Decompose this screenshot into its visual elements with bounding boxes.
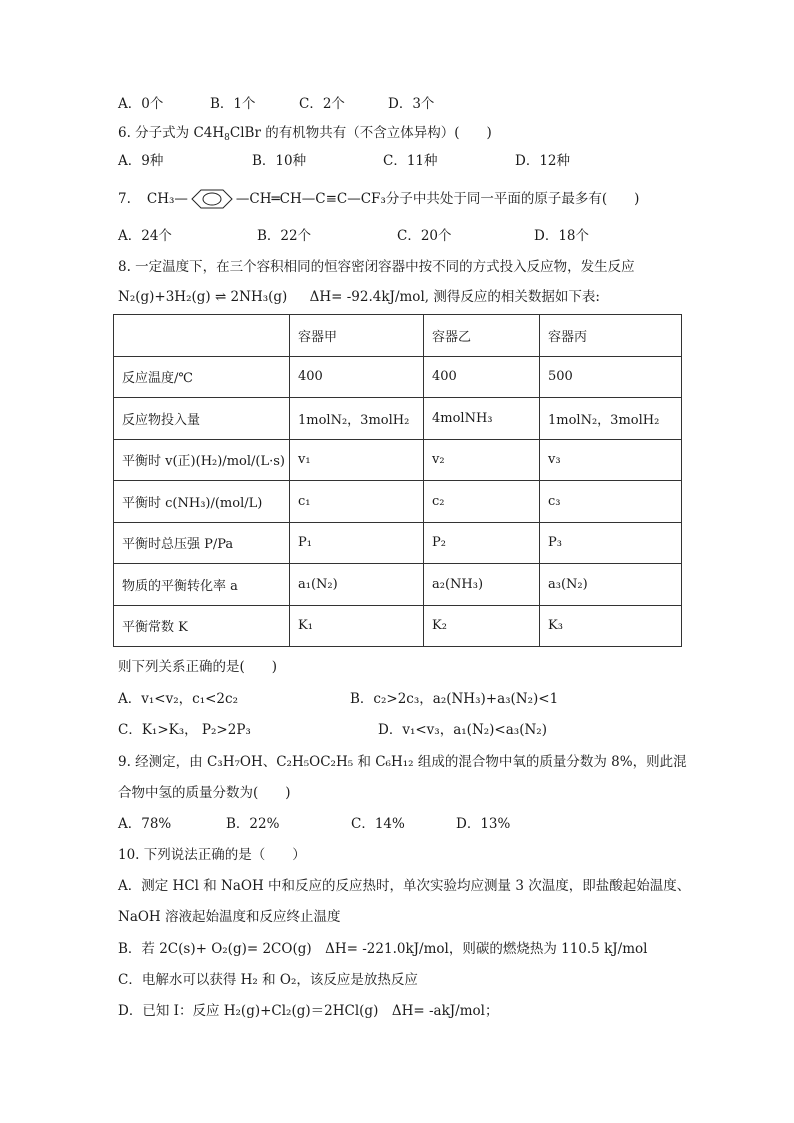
q7-option-a: A．24个 <box>118 228 172 244</box>
table-cell: c₃ <box>540 481 682 523</box>
q6-stem: 6. 分子式为 $C4H_8ClBr$ 的有机物共有（不含立体异构）( ) <box>118 125 492 143</box>
table-cell: 1molN₂，3molH₂ <box>290 398 424 440</box>
table-cell: P₂ <box>424 522 540 564</box>
table-row <box>114 398 682 440</box>
q8-equation: N₂(g)+3H₂(g) ⇌ 2NH₃(g) <box>118 289 288 305</box>
q10-option-a-line2: NaOH 溶液起始温度和反应终止温度 <box>118 909 341 925</box>
q7-ch3: CH₃— <box>146 191 188 207</box>
table-cell: a₃(N₂) <box>540 564 682 606</box>
table-row <box>114 439 682 481</box>
q10-option-d: D．已知 I：反应 H₂(g)+Cl₂(g)＝2HCl(g) ΔH= -akJ/mol； <box>118 1003 499 1019</box>
q9-options <box>118 814 618 834</box>
q8-option-c: C．K₁>K₃， P₂>2P₃ <box>118 722 251 738</box>
q7-number: 7. <box>118 191 131 207</box>
q9-option-c: C．14% <box>351 816 405 832</box>
table-cell: 1molN₂，3molH₂ <box>540 398 682 440</box>
q6-option-c: C．11种 <box>383 153 438 169</box>
table-cell: 平衡时 v(正)(H₂)/mol/(L·s) <box>114 439 290 481</box>
table-cell: 反应物投入量 <box>114 398 290 440</box>
q8-option-d: D．v₁<v₃，a₁(N₂)<a₃(N₂) <box>378 722 547 738</box>
table-cell: 反应温度/℃ <box>114 356 290 398</box>
table-cell: c₁ <box>290 481 424 523</box>
benzene-ring-icon <box>190 188 234 210</box>
data-table <box>113 314 682 647</box>
q5-option-a: A．0个 <box>118 96 164 112</box>
table-header-cell: 容器丙 <box>540 315 682 357</box>
table-header-row <box>114 315 682 357</box>
table-cell: K₃ <box>540 605 682 647</box>
q8-equation-line <box>118 287 600 307</box>
table-cell: K₁ <box>290 605 424 647</box>
table-cell: v₁ <box>290 439 424 481</box>
q7-option-c: C．20个 <box>397 228 452 244</box>
q8-question: 则下列关系正确的是( ) <box>118 659 278 675</box>
q5-option-d: D．3个 <box>388 96 435 112</box>
table-cell: 400 <box>290 356 424 398</box>
q9-stem-line1: 9. 经测定，由 C₃H₇OH、C₂H₅OC₂H₅ 和 C₆H₁₂ 组成的混合物中氧的质量分数为 8%，则此混 <box>118 754 687 770</box>
table-cell: 物质的平衡转化率 a <box>114 564 290 606</box>
q6-options <box>118 151 618 171</box>
table-cell: c₂ <box>424 481 540 523</box>
q9-option-b: B．22% <box>226 816 280 832</box>
table-cell: a₁(N₂) <box>290 564 424 606</box>
q7-chain: —CH═CH—C≡C—CF₃ <box>235 191 386 207</box>
table-cell: 400 <box>424 356 540 398</box>
q6-option-b: B．10种 <box>252 153 307 169</box>
q6-stem-post: 的有机物共有（不含立体异构）( ) <box>265 125 492 141</box>
table-header-cell: 容器乙 <box>424 315 540 357</box>
q10-option-b: B．若 2C(s)+ O₂(g)= 2CO(g) ΔH= -221.0kJ/mol，则碳的燃烧热为 110.5 kJ/mol <box>118 941 648 957</box>
table-cell: 平衡时总压强 P/Pa <box>114 522 290 564</box>
table-cell: v₃ <box>540 439 682 481</box>
table-cell: v₂ <box>424 439 540 481</box>
table-cell: P₁ <box>290 522 424 564</box>
q7-stem <box>118 187 639 211</box>
q10-stem: 10. 下列说法正确的是（ ） <box>118 847 306 863</box>
table-cell: 平衡时 c(NH₃)/(mol/L) <box>114 481 290 523</box>
table-header-cell <box>114 315 290 357</box>
q9-option-d: D．13% <box>456 816 511 832</box>
q10-option-c: C．电解水可以获得 H₂ 和 O₂，该反应是放热反应 <box>118 972 418 988</box>
q7-options <box>118 226 618 246</box>
q9-option-a: A．78% <box>118 816 172 832</box>
q5-option-b: B．1个 <box>210 96 256 112</box>
q9-stem-line2: 合物中氢的质量分数为( ) <box>118 785 291 801</box>
table-cell: 500 <box>540 356 682 398</box>
table-cell: 平衡常数 K <box>114 605 290 647</box>
q6-formula: 4 <box>203 125 213 141</box>
q6-stem-pre: 6. 分子式为 C <box>118 125 204 141</box>
q10-option-a-line1: A．测定 HCl 和 NaOH 中和反应的反应热时，单次实验均应测量 3 次温度，即盐酸起始温度、 <box>118 878 691 894</box>
table-cell: K₂ <box>424 605 540 647</box>
table-cell: a₂(NH₃) <box>424 564 540 606</box>
table-row <box>114 564 682 606</box>
table-row <box>114 356 682 398</box>
table-row <box>114 605 682 647</box>
table-header-cell: 容器甲 <box>290 315 424 357</box>
table-cell: 4molNH₃ <box>424 398 540 440</box>
q7-option-b: B．22个 <box>257 228 312 244</box>
q8-option-a: A．v₁<v₂，c₁<2c₂ <box>118 691 238 707</box>
q8-stem: 8. 一定温度下，在三个容积相同的恒容密闭容器中按不同的方式投入反应物，发生反应 <box>118 259 635 275</box>
q7-option-d: D．18个 <box>534 228 590 244</box>
q8-delta-h: ΔH= -92.4kJ/mol, 测得反应的相关数据如下表: <box>309 289 600 305</box>
q8-option-b: B．c₂>2c₃，a₂(NH₃)+a₃(N₂)<1 <box>350 691 559 707</box>
q7-question: 分子中共处于同一平面的原子最多有( ) <box>385 191 640 207</box>
q6-option-a: A．9种 <box>118 153 164 169</box>
table-row <box>114 522 682 564</box>
q5-option-c: C．2个 <box>299 96 345 112</box>
table-cell: P₃ <box>540 522 682 564</box>
q5-options <box>118 94 518 114</box>
table-row <box>114 481 682 523</box>
q6-option-d: D．12种 <box>515 153 571 169</box>
